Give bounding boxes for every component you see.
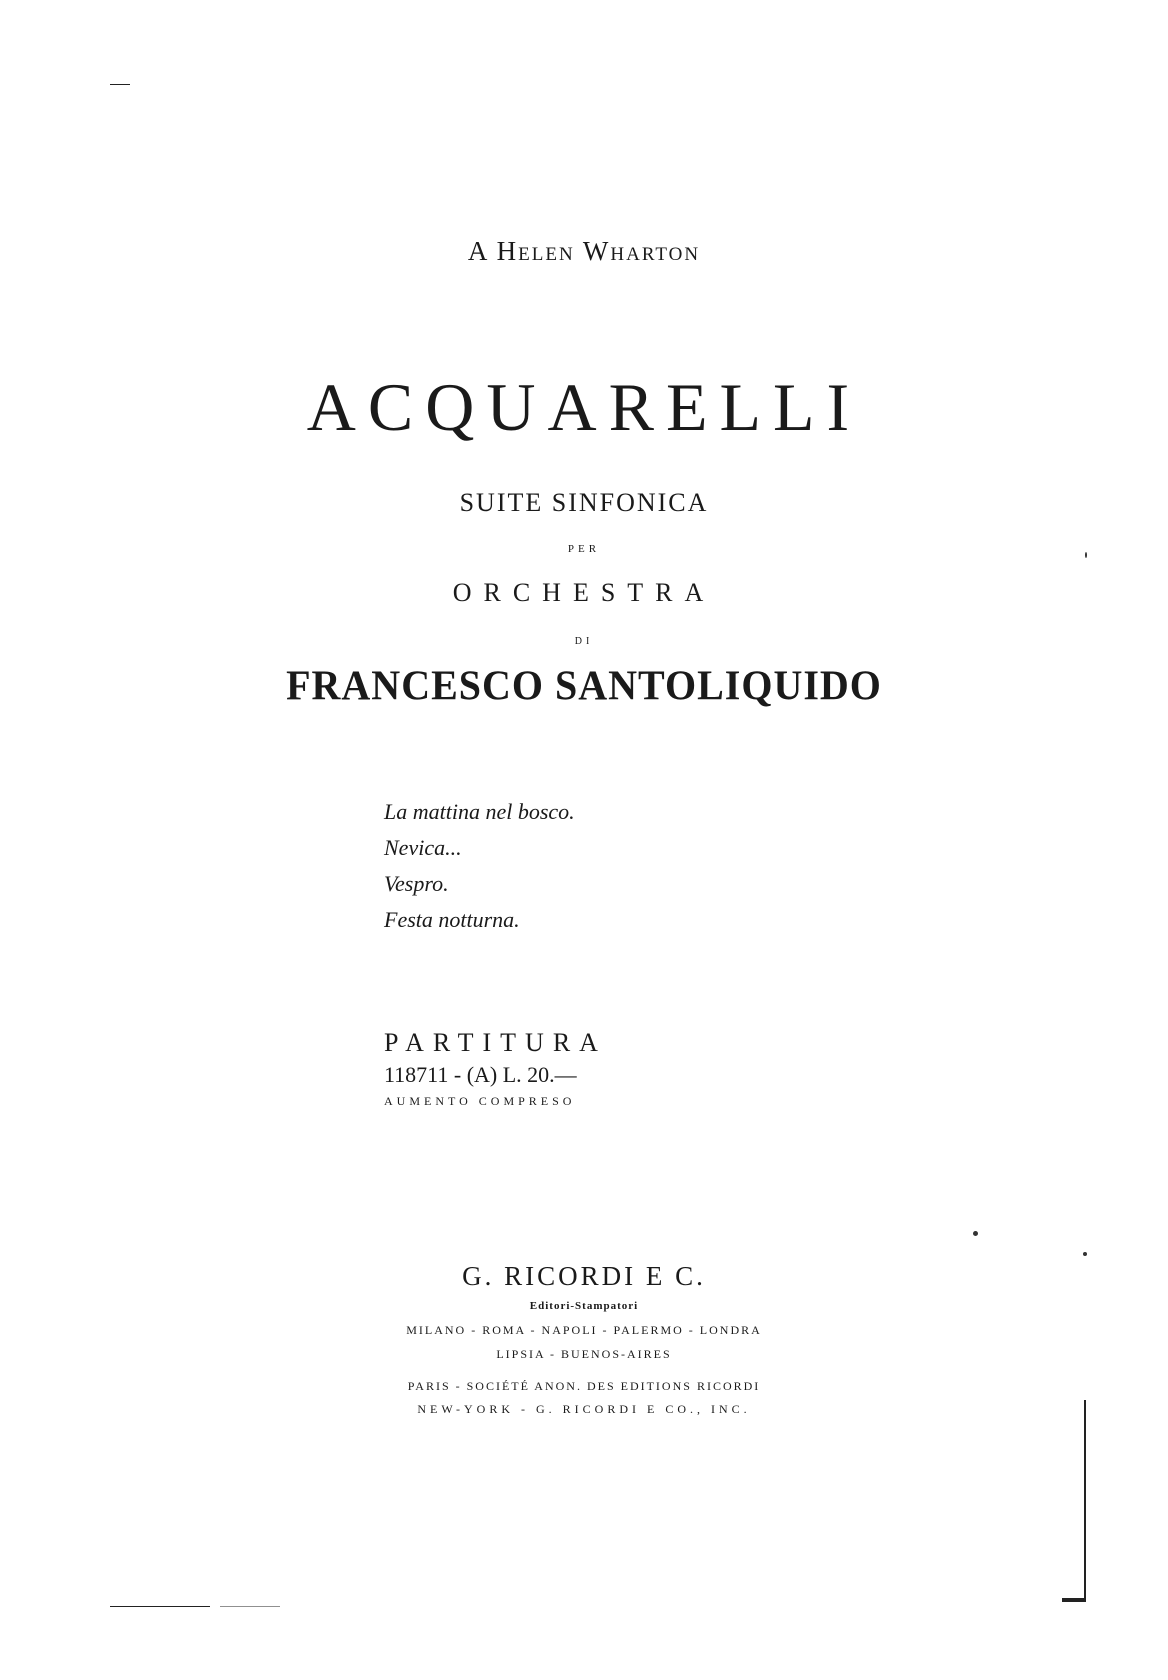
per-label: PER: [567, 543, 601, 555]
movement-item: Vespro.: [384, 871, 449, 896]
work-subtitle: SUITE SINFONICA: [459, 488, 709, 517]
aumento-note: AUMENTO COMPRESO: [384, 1094, 576, 1108]
publisher-cities-line-1: MILANO - ROMA - NAPOLI - PALERMO - LONDRA: [406, 1323, 762, 1337]
scan-speck: [973, 1231, 978, 1236]
scan-speck: [1085, 552, 1087, 558]
publisher-paris-line: PARIS - SOCIÉTÉ ANON. DES EDITIONS RICORDI: [407, 1379, 761, 1393]
scan-speck: [1083, 1252, 1087, 1256]
dedication: A Helen Wharton: [467, 236, 701, 266]
composer-name: FRANCESCO SANTOLIQUIDO: [286, 661, 882, 710]
publisher-subtitle: Editori-Stampatori: [529, 1300, 639, 1312]
scan-edge-line-bottom: [110, 1606, 210, 1607]
publisher-name: G. RICORDI E C.: [462, 1261, 706, 1291]
work-title: ACQUARELLI: [306, 369, 862, 445]
scan-edge-right-foot: [1062, 1598, 1086, 1602]
movement-item: La mattina nel bosco.: [384, 799, 575, 824]
scan-edge-right-vertical: [1084, 1400, 1086, 1600]
publisher-cities-line-2: LIPSIA - BUENOS-AIRES: [496, 1347, 672, 1361]
di-label: DI: [574, 636, 594, 647]
publisher-newyork-line: NEW-YORK - G. RICORDI E CO., INC.: [417, 1402, 751, 1416]
scan-edge-line-bottom-dash: [220, 1606, 280, 1607]
movement-list: [384, 794, 575, 938]
price-line: 118711 - (A) L. 20.—: [384, 1062, 577, 1087]
movement-item: Nevica...: [384, 835, 462, 860]
movement-item: Festa notturna.: [384, 907, 520, 932]
score-info: [384, 1028, 607, 1109]
scan-edge-line-top: [110, 84, 130, 85]
partitura-label: PARTITURA: [384, 1028, 607, 1057]
orchestra-label: ORCHESTRA: [452, 578, 716, 607]
